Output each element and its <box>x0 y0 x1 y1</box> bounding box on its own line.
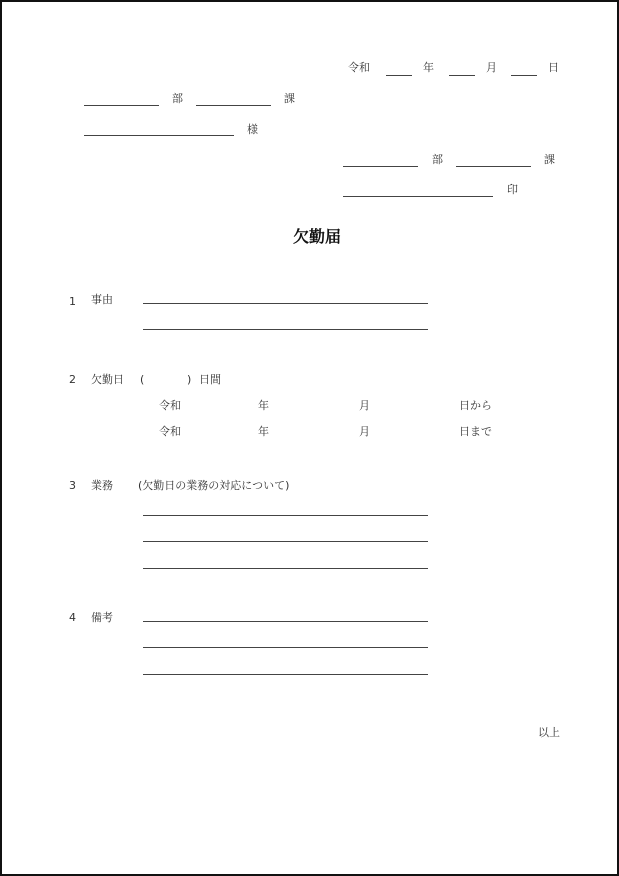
section-4-label: 備考 <box>91 611 113 624</box>
reason-line-2 <box>143 329 428 330</box>
work-line-3 <box>143 568 428 569</box>
sender-dept-label: 部 <box>432 153 443 166</box>
sender-seal-label: 印 <box>507 183 518 196</box>
section-1-number: 1 <box>69 295 76 308</box>
section-2-label: 欠勤日 <box>91 373 124 386</box>
days-unit: 日間 <box>199 373 221 386</box>
section-4-number: 4 <box>69 611 76 624</box>
to-year: 年 <box>258 425 269 438</box>
days-paren-close: ) <box>187 373 192 386</box>
sender-name-line <box>343 196 493 197</box>
sender-dept-line <box>343 166 418 167</box>
to-month: 月 <box>359 425 370 438</box>
to-day-suffix: 日まで <box>459 425 492 438</box>
from-year: 年 <box>258 399 269 412</box>
section-1-label: 事由 <box>91 293 113 306</box>
reason-line-1 <box>143 303 428 304</box>
from-month: 月 <box>359 399 370 412</box>
recipient-name-line <box>84 135 234 136</box>
date-year-line <box>386 75 412 76</box>
closing-text: 以上 <box>538 726 560 739</box>
page-title: 欠勤届 <box>293 227 342 246</box>
recipient-section-line <box>196 105 271 106</box>
sender-section-label: 課 <box>544 153 555 166</box>
days-paren-open: ( <box>140 373 145 386</box>
to-era: 令和 <box>159 425 181 438</box>
date-month-line <box>449 75 475 76</box>
section-3-number: 3 <box>69 479 76 492</box>
work-line-1 <box>143 515 428 516</box>
sender-section-line <box>456 166 531 167</box>
remarks-line-2 <box>143 647 428 648</box>
recipient-dept-line <box>84 105 159 106</box>
work-line-2 <box>143 541 428 542</box>
remarks-line-1 <box>143 621 428 622</box>
date-day-line <box>511 75 537 76</box>
date-era: 令和 <box>348 61 370 74</box>
section-3-label: 業務 <box>91 479 113 492</box>
recipient-section-label: 課 <box>284 92 295 105</box>
from-day-suffix: 日から <box>459 399 492 412</box>
date-month-label: 月 <box>486 61 497 74</box>
date-year-label: 年 <box>423 61 434 74</box>
remarks-line-3 <box>143 674 428 675</box>
section-2-number: 2 <box>69 373 76 386</box>
work-note: (欠勤日の業務の対応について) <box>138 479 290 492</box>
recipient-dept-label: 部 <box>172 92 183 105</box>
from-era: 令和 <box>159 399 181 412</box>
date-day-label: 日 <box>548 61 559 74</box>
recipient-honorific: 様 <box>247 123 258 136</box>
